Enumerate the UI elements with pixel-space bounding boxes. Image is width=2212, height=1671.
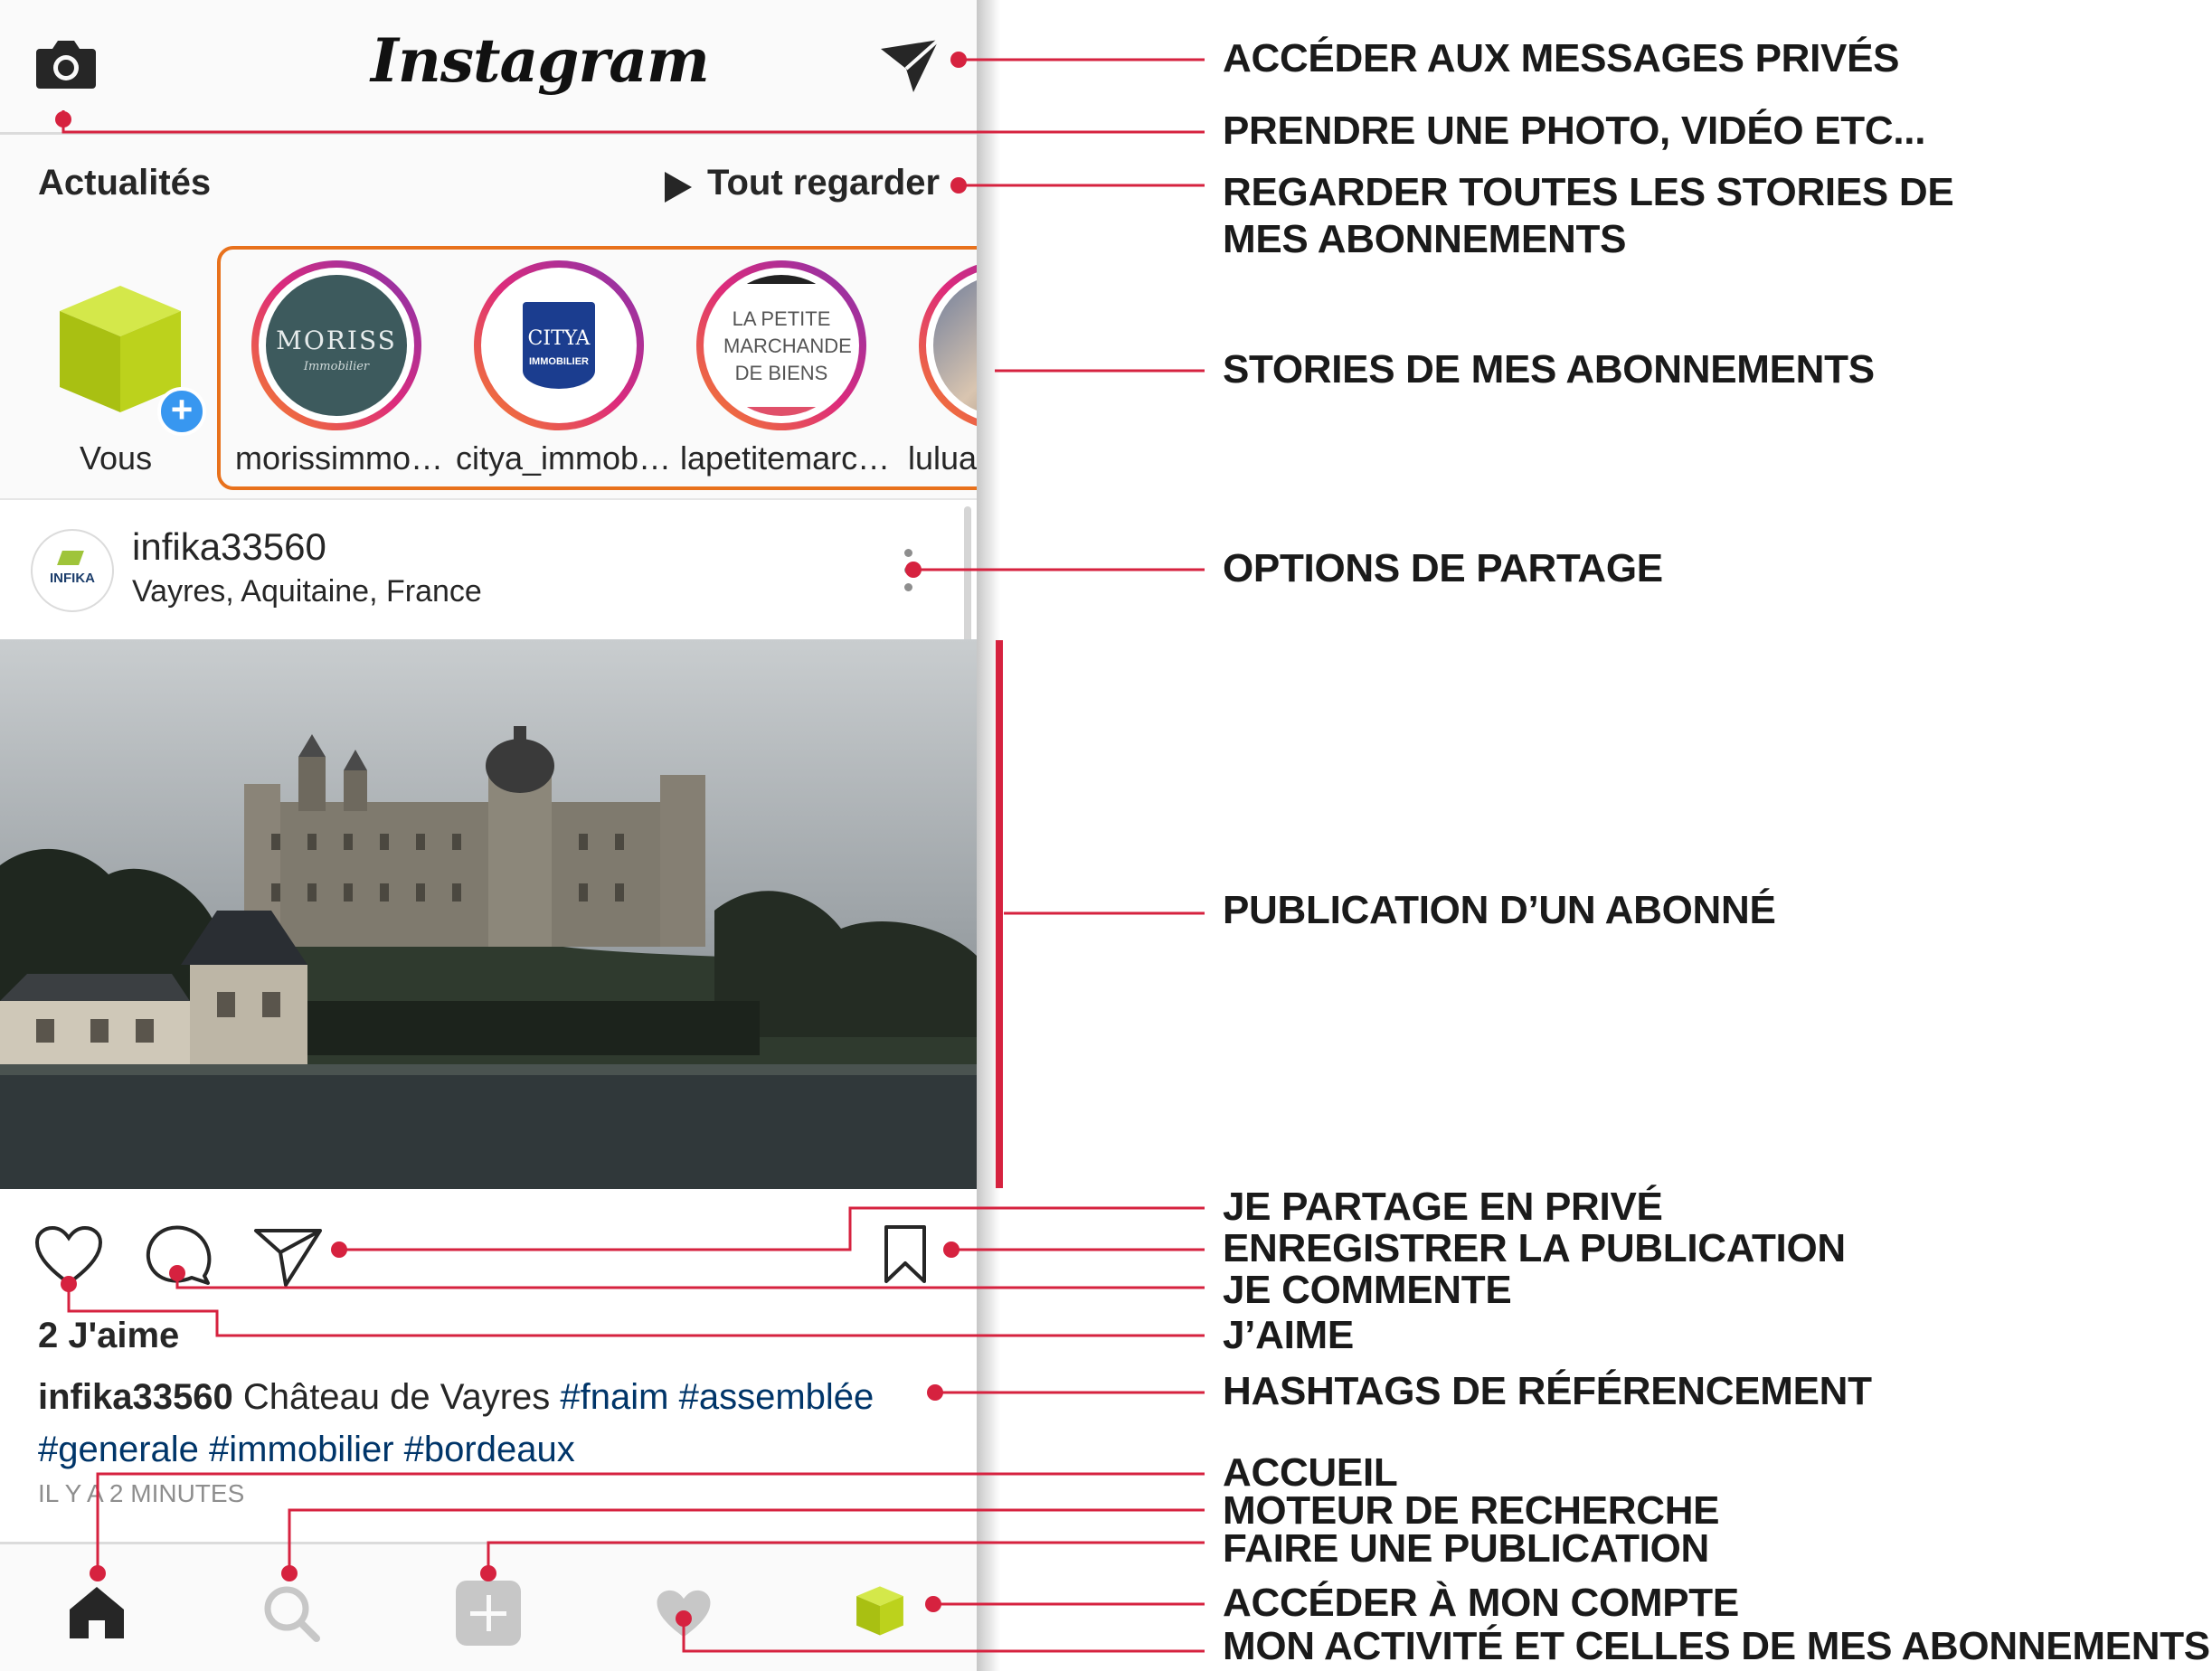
line-like [69, 1284, 1205, 1336]
label-save: ENREGISTRER LA PUBLICATION [1223, 1226, 1846, 1270]
story-label-you: Vous [80, 439, 153, 477]
publication-bracket [996, 640, 1003, 1188]
label-watch: REGARDER TOUTES LES STORIES DE [1223, 170, 1954, 214]
label-like: J’AIME [1223, 1313, 1354, 1357]
dot-search [281, 1565, 298, 1581]
line-comment [177, 1273, 1205, 1288]
label-account: ACCÉDER À MON COMPTE [1223, 1581, 1739, 1625]
line-camera [63, 110, 1205, 132]
story-label-lapetitemarchande: lapetitemarc… [680, 439, 891, 477]
label-activity: MON ACTIVITÉ ET CELLES DE MES ABONNEMENTS [1223, 1624, 2210, 1668]
post-location[interactable]: Vayres, Aquitaine, France [132, 574, 482, 609]
label-publication: PUBLICATION D’UN ABONNÉ [1223, 888, 1776, 932]
caption-hashtags-line2[interactable]: #generale #immobilier #bordeaux [38, 1430, 575, 1469]
story-label-lulua: lulua [908, 439, 977, 477]
likes-count[interactable]: 2 J'aime [38, 1316, 180, 1355]
label-stories: STORIES DE MES ABONNEMENTS [1223, 347, 1875, 392]
moriss-logo-text: MORISS [276, 326, 397, 355]
dot-account [925, 1596, 941, 1612]
moriss-logo-sub: Immobilier [303, 360, 370, 373]
watch-all-button[interactable]: Tout regarder [707, 163, 941, 203]
dot-like [61, 1276, 77, 1292]
caption-text: Château de Vayres [232, 1377, 561, 1417]
label-watch-line2: MES ABONNEMENTS [1223, 217, 1627, 261]
dot-home [90, 1565, 106, 1581]
dot-options [905, 562, 922, 578]
post-timestamp: IL Y A 2 MINUTES [38, 1479, 245, 1507]
citya-logo-sub: IMMOBILIER [529, 356, 589, 367]
label-options: OPTIONS DE PARTAGE [1223, 546, 1663, 590]
infika-logo-text: INFIKA [50, 571, 95, 586]
line-share [339, 1208, 1205, 1250]
citya-logo-text: CITYA [527, 327, 591, 350]
line-publish [488, 1543, 1205, 1573]
label-search: MOTEUR DE RECHERCHE [1223, 1488, 1720, 1533]
dot-hashtags [927, 1384, 943, 1401]
add-story-icon[interactable]: + [157, 387, 206, 436]
caption-username[interactable]: infika33560 [38, 1377, 233, 1417]
label-share: JE PARTAGE EN PRIVÉ [1223, 1185, 1663, 1229]
line-activity [684, 1619, 1205, 1651]
post-username[interactable]: infika33560 [132, 525, 326, 568]
dot-share [331, 1241, 347, 1258]
dot-publish [480, 1565, 496, 1581]
feed-title: Actualités [38, 163, 212, 203]
line-home [98, 1474, 1205, 1573]
dot-save [943, 1241, 959, 1258]
caption-hashtags-line1[interactable]: #fnaim #assemblée [560, 1377, 874, 1417]
label-camera: PRENDRE UNE PHOTO, VIDÉO ETC... [1223, 109, 1926, 153]
dot-watch [950, 177, 967, 194]
dot-activity [676, 1610, 692, 1627]
label-messages: ACCÉDER AUX MESSAGES PRIVÉS [1223, 36, 1900, 80]
label-comment: JE COMMENTE [1223, 1268, 1512, 1312]
label-home: ACCUEIL [1223, 1450, 1398, 1495]
story-label-morissimmo: morissimmo… [235, 439, 443, 477]
story-label-citya: citya_immob… [456, 439, 672, 477]
dot-comment [169, 1265, 185, 1281]
instagram-logo: Instagram [371, 25, 709, 96]
lapetite-logo-text: LA PETITE MARCHANDE DE BIENS [723, 307, 852, 384]
label-publish: FAIRE UNE PUBLICATION [1223, 1526, 1710, 1571]
dot-camera [55, 111, 71, 127]
dot-messages [950, 52, 967, 68]
label-hashtags: HASHTAGS DE RÉFÉRENCEMENT [1223, 1369, 1872, 1413]
